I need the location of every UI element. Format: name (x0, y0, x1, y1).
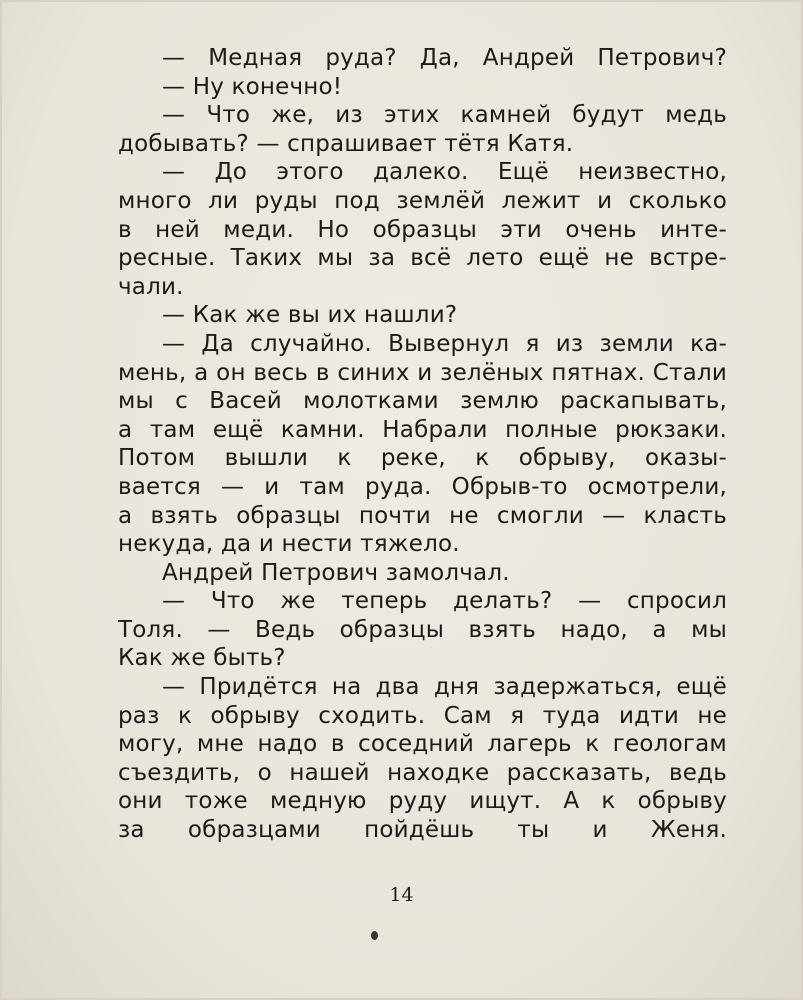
text-line: вается — и там руда. Обрыв-то осмотрели, (118, 473, 727, 500)
text-line: — Да случайно. Вывернул я из земли ка- (162, 330, 727, 357)
text-line: добывать? — спрашивает тётя Катя. (118, 130, 574, 157)
ink-spot (371, 931, 378, 940)
text-line: ресные. Таких мы за всё лето ещё не встре- (118, 245, 727, 272)
text-line: в ней меди. Но образцы эти очень инте- (118, 216, 727, 243)
page-number: 14 (389, 884, 414, 906)
text-line: Как же быть? (118, 645, 286, 672)
text-line: Андрей Петрович замолчал. (162, 559, 510, 586)
body-text (118, 44, 727, 845)
text-line: — Придётся на два дня задержаться, ещё (162, 674, 727, 701)
text-line: а взять образцы почти не смогли — класть (118, 502, 727, 529)
text-line: много ли руды под землёй лежит и сколько (118, 187, 727, 214)
text-line: чали. (118, 273, 184, 300)
text-line: — Ну конечно! (162, 73, 343, 100)
text-line: а там ещё камни. Набрали полные рюкзаки. (118, 416, 727, 443)
text-line: некуда, да и нести тяжело. (118, 531, 460, 558)
text-line: мень, а он весь в синих и зелёных пятнах. Стали (118, 359, 727, 386)
text-line: — Что же теперь делать? — спросил (162, 588, 727, 615)
text-line: могу, мне надо в соседний лагерь к геологам (118, 731, 727, 758)
text-line: — До этого далеко. Ещё неизвестно, (162, 159, 727, 186)
text-line: съездить, о нашей находке рассказать, ведь (118, 759, 727, 786)
text-line: — Как же вы их нашли? (162, 302, 458, 329)
text-line: — Медная руда? Да, Андрей Петрович? (162, 45, 727, 71)
text-line: за образцами пойдёшь ты и Женя. (118, 817, 727, 844)
text-line: раз к обрыву сходить. Сам я туда идти не (118, 702, 727, 729)
text-line: — Что же, из этих камней будут медь (162, 102, 727, 129)
text-line: Толя. — Ведь образцы взять надо, а мы (118, 616, 727, 643)
text-line: они тоже медную руду ищут. А к обрыву (118, 788, 727, 815)
text-line: Потом вышли к реке, к обрыву, оказы- (118, 445, 727, 472)
text-line: мы с Васей молотками землю раскапывать, (118, 388, 727, 415)
